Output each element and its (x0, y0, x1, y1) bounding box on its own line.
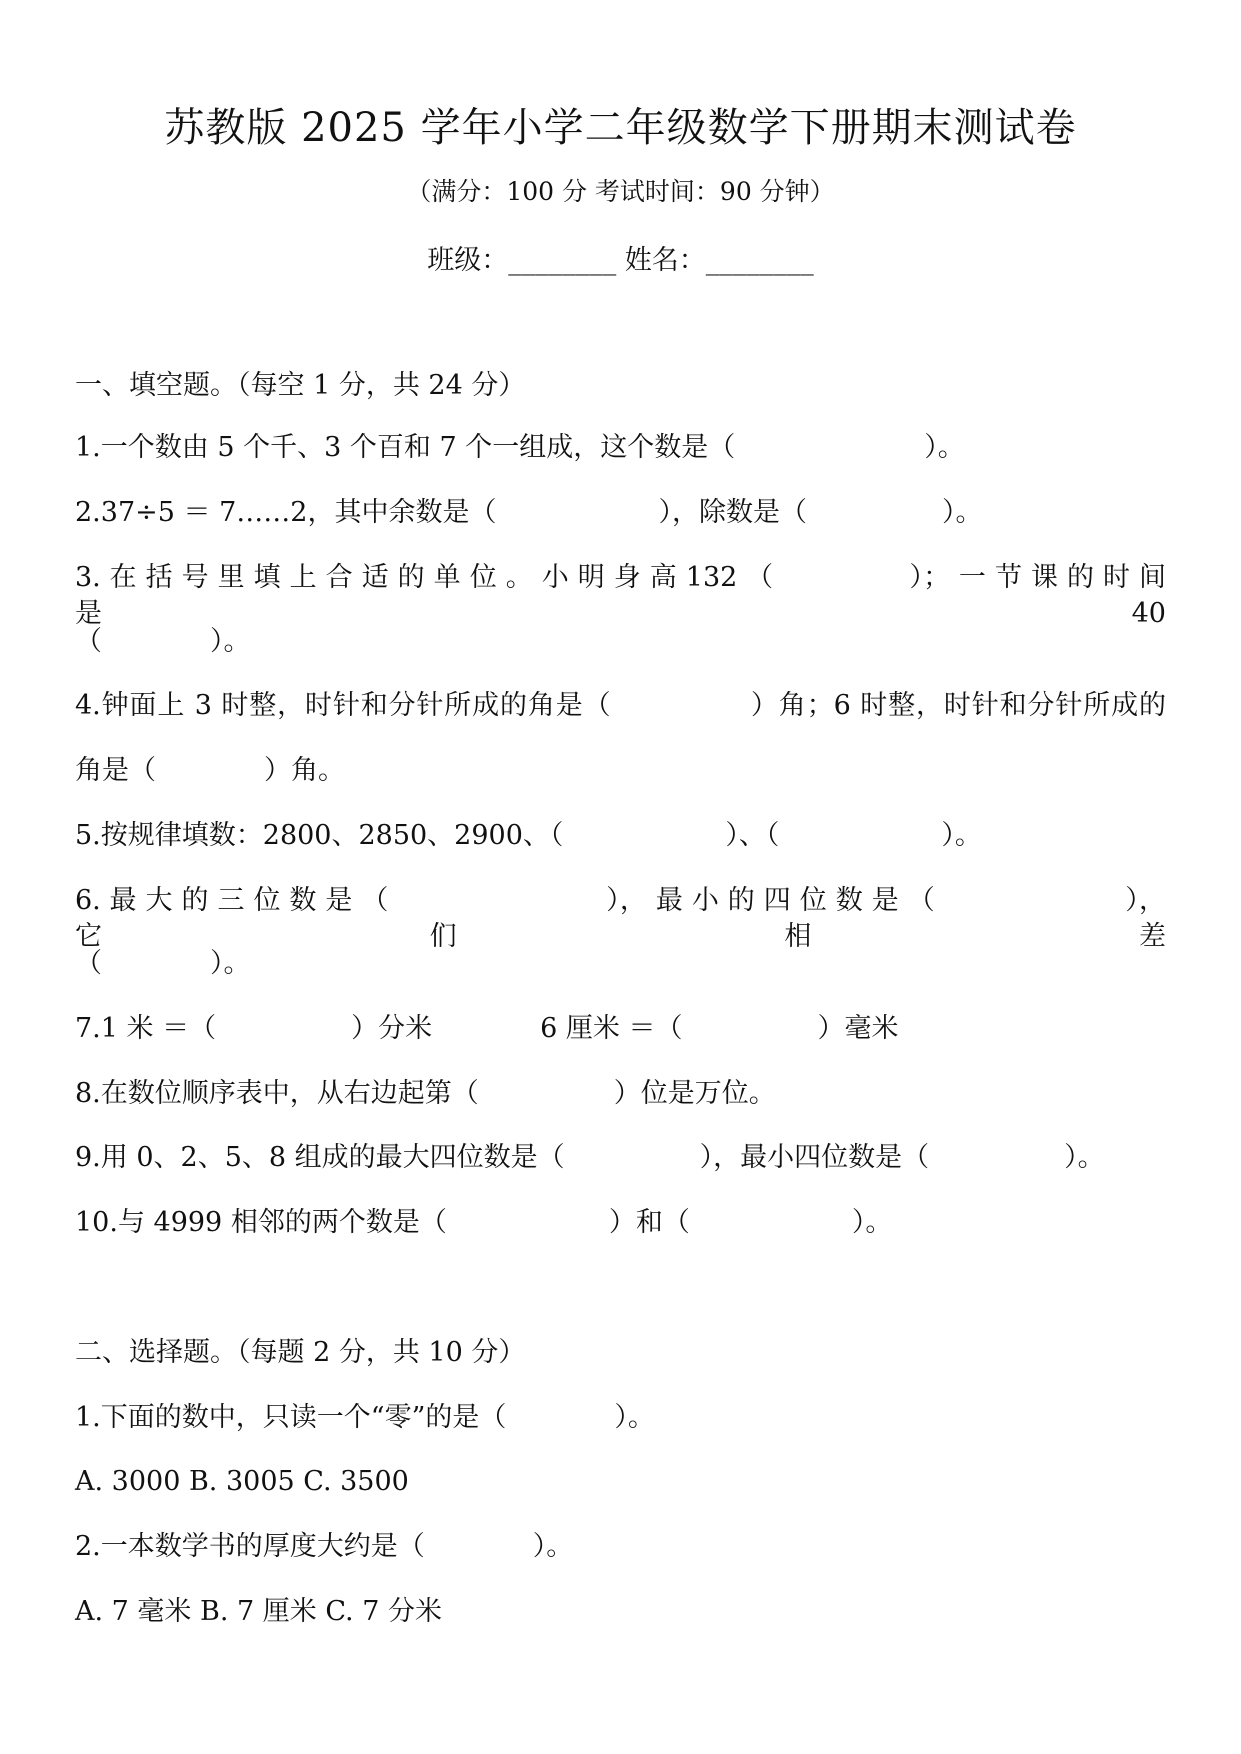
section2-question-line: 2.一本数学书的厚度大约是（ ）。 (75, 1531, 574, 1562)
section1-question-line: 6. 最 大 的 三 位 数 是 （ ）， 最 小 的 四 位 数 是 （ ）， 它 们 相 差 (75, 885, 1166, 952)
section1-question-line: 3. 在 括 号 里 填 上 合 适 的 单 位 。 小 明 身 高 132 （ ）； 一 节 课 的 时 间 是 40 (75, 562, 1166, 629)
section1-question-line: （ ）。 (75, 948, 251, 979)
section1-heading: 一、填空题。（每空 1 分，共 24 分） (75, 370, 526, 401)
section1-question-line: 角是（ ）角。 (75, 755, 345, 786)
exam-subtitle: （满分：100 分 考试时间：90 分钟） (406, 177, 835, 206)
section1-question-line: 4.钟面上 3 时整，时针和分针所成的角是（ ）角；6 时整，时针和分针所成的 (75, 690, 1166, 721)
section2-question-line: 1.下面的数中，只读一个“零”的是（ ）。 (75, 1402, 655, 1433)
section2-heading: 二、选择题。（每题 2 分，共 10 分） (75, 1337, 526, 1368)
section1-question-line: 2.37÷5 ＝ 7……2，其中余数是（ ），除数是（ ）。 (75, 497, 983, 528)
section1-question-line: （ ）。 (75, 626, 251, 657)
section1-question-line: 1.一个数由 5 个千、3 个百和 7 个一组成，这个数是（ ）。 (75, 432, 965, 463)
exam-title: 苏教版 2025 学年小学二年级数学下册期末测试卷 (164, 105, 1077, 151)
section2-options-line: A. 3000 B. 3005 C. 3500 (75, 1466, 409, 1497)
section2-options-line: A. 7 毫米 B. 7 厘米 C. 7 分米 (75, 1596, 442, 1627)
section1-question-line: 7.1 米 ＝（ ）分米 6 厘米 ＝（ ）毫米 (75, 1013, 899, 1044)
section1-question-line: 8.在数位顺序表中，从右边起第（ ）位是万位。 (75, 1078, 776, 1109)
class-name-fields: 班级：________ 姓名：________ (427, 245, 814, 276)
section1-question-line: 10.与 4999 相邻的两个数是（ ）和（ ）。 (75, 1207, 893, 1238)
section1-question-line: 9.用 0、2、5、8 组成的最大四位数是（ ），最小四位数是（ ）。 (75, 1142, 1105, 1173)
section1-question-line: 5.按规律填数：2800、2850、2900、（ ）、（ ）。 (75, 820, 982, 851)
